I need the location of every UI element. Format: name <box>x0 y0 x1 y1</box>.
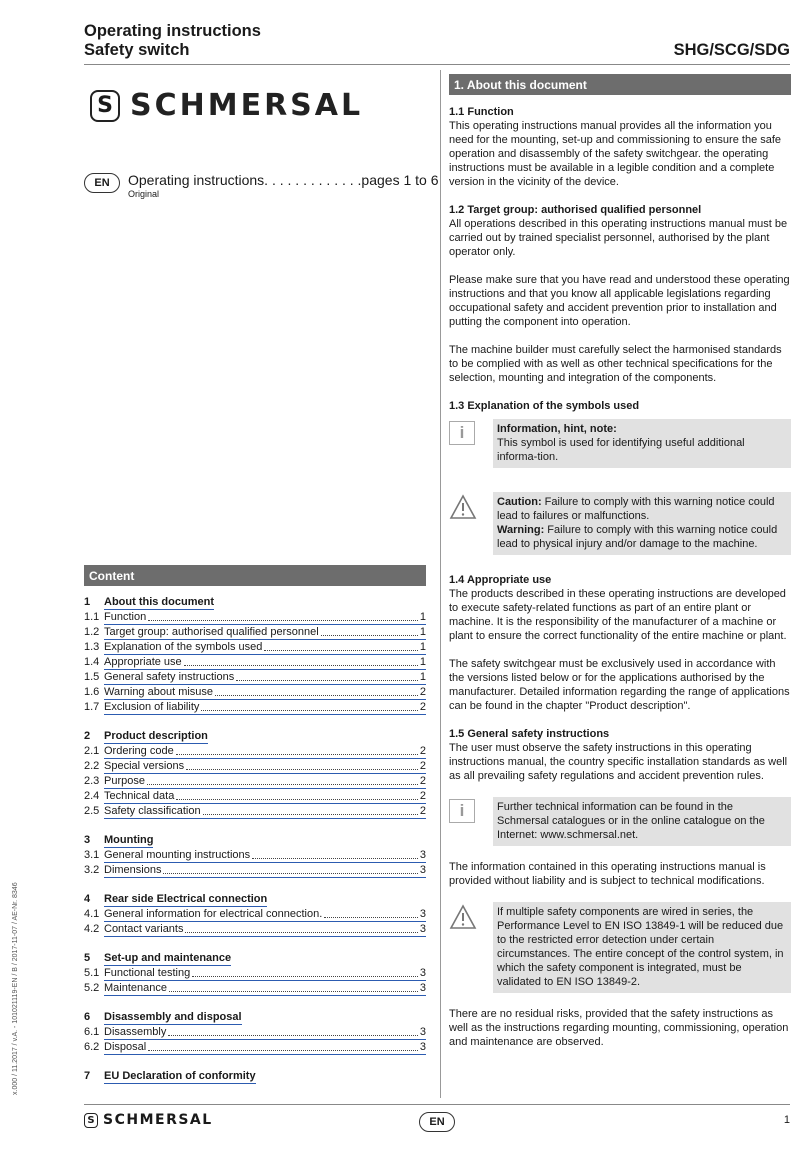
logo-wordmark: SCHMERSAL <box>130 88 364 123</box>
footer-divider <box>84 1104 790 1105</box>
paragraph: The user must observe the safety instructions in this operating instructions manual, the country specific installation standards as well as all prevailing safety regulations and accident prevention rules. <box>449 742 788 782</box>
subheading-symbols: 1.3 Explanation of the symbols used <box>449 400 640 412</box>
intro-original-label: Original <box>128 189 160 199</box>
toc-entry[interactable]: 5.2 Maintenance 3 <box>84 982 426 994</box>
toc-section-heading[interactable]: 5 Set-up and maintenance <box>84 952 232 964</box>
info-icon: i <box>449 799 475 823</box>
column-divider <box>440 70 441 1098</box>
info-notice: i Further technical information can be found in the Schmersal catalogues or in the online catalogue on the Internet: www.schmersal.net. <box>449 797 791 846</box>
paragraph: The products described in these operating instructions are developed to execute safety-related functions as part of an entire plant or machine. It is the responsibility of the manufacturer of a machine or plant to ensure the correct functionality of the entire machine or plant. <box>449 588 787 642</box>
subheading-safety-instructions: 1.5 General safety instructions <box>449 728 610 740</box>
toc-section <box>84 833 426 878</box>
toc-section-heading[interactable]: 7 EU Declaration of conformity <box>84 1070 256 1082</box>
toc-entry[interactable]: 2.2 Special versions 2 <box>84 760 426 772</box>
language-badge: EN <box>84 173 120 193</box>
toc-section <box>84 951 426 996</box>
warning-triangle-icon <box>449 904 477 930</box>
header-divider <box>84 64 790 65</box>
toc-section <box>84 729 426 819</box>
toc-entry[interactable]: 2.1 Ordering code 2 <box>84 745 426 757</box>
toc-entry[interactable]: 1.6 Warning about misuse 2 <box>84 686 426 698</box>
toc-entry[interactable]: 5.1 Functional testing 3 <box>84 967 426 979</box>
document-id-sidebar: x.000 / 11.2017 / v.A. - 101021119-EN / B / 2017-11-07 / AE-Nr. 8346 <box>12 882 19 1095</box>
toc-section-heading[interactable]: 4 Rear side Electrical connection <box>84 893 268 905</box>
toc-section <box>84 1010 426 1055</box>
toc-entry[interactable]: 1.7 Exclusion of liability 2 <box>84 701 426 713</box>
subheading-appropriate-use: 1.4 Appropriate use <box>449 574 552 586</box>
schmersal-logo <box>90 88 363 123</box>
subheading-function: 1.1 Function <box>449 106 514 118</box>
intro-pages-line: Operating instructions. . . . . . . . . . . . .pages 1 to 6 <box>128 172 439 188</box>
paragraph: All operations described in this operating instructions manual must be carried out by trained specialist personnel, authorised by the plant operator only. <box>449 218 788 258</box>
footer-logo <box>84 1112 213 1128</box>
toc-entry[interactable]: 3.2 Dimensions 3 <box>84 864 426 876</box>
paragraph: The safety switchgear must be exclusively used in accordance with the versions listed below or for the applications authorised by the manufacturer. Detailed information regarding the range of applications can be found in the chapter "Product description". <box>449 658 790 712</box>
toc-entry[interactable]: 1.3 Explanation of the symbols used 1 <box>84 641 426 653</box>
toc-entry[interactable]: 1.4 Appropriate use 1 <box>84 656 426 668</box>
toc-section <box>84 892 426 937</box>
warning-triangle-icon <box>449 494 477 520</box>
toc-entry[interactable]: 3.1 General mounting instructions 3 <box>84 849 426 861</box>
about-section-body <box>449 105 791 1063</box>
toc-section-heading[interactable]: 1 About this document <box>84 596 214 608</box>
warning-notice: If multiple safety components are wired in series, the Performance Level to EN ISO 13849-1 will be reduced due to the restricted error detection under certain circumstances. The entire concept of the control system, in which the safety component is integrated, must be validated to EN ISO 13849-2. <box>449 902 791 993</box>
toc-entry[interactable]: 1.1 Function 1 <box>84 611 426 623</box>
logo-mark-icon: S <box>84 1113 98 1128</box>
content-heading: Content <box>84 565 426 586</box>
toc-entry[interactable]: 6.1 Disassembly 3 <box>84 1026 426 1038</box>
info-notice: i Information, hint, note: This symbol is used for identifying useful additional informa-tion. <box>449 419 791 468</box>
toc-entry[interactable]: 1.5 General safety instructions 1 <box>84 671 426 683</box>
paragraph: This operating instructions manual provides all the information you need for the mounting, set-up and commissioning to ensure the safe operation and disassembly of the safety switchgear. the operating instructions must be available in a legible condition and a complete version in the vicinity of the device. <box>449 120 782 188</box>
toc-section <box>84 595 426 715</box>
toc-section-heading[interactable]: 6 Disassembly and disposal <box>84 1011 242 1023</box>
toc-entry[interactable]: 1.2 Target group: authorised qualified personnel 1 <box>84 626 426 638</box>
footer-wordmark: SCHMERSAL <box>103 1112 213 1128</box>
toc-entry[interactable]: 4.2 Contact variants 3 <box>84 923 426 935</box>
section-heading-about: 1. About this document <box>449 74 791 95</box>
subheading-target-group: 1.2 Target group: authorised qualified personnel <box>449 204 702 216</box>
toc-entry[interactable]: 2.5 Safety classification 2 <box>84 805 426 817</box>
paragraph: There are no residual risks, provided that the safety instructions as well as the instructions regarding mounting, commissioning, operation and maintenance are observed. <box>449 1008 789 1048</box>
table-of-contents <box>84 595 426 1098</box>
footer-language-badge: EN <box>419 1112 455 1132</box>
toc-entry[interactable]: 2.4 Technical data 2 <box>84 790 426 802</box>
page-number: 1 <box>783 1114 790 1126</box>
paragraph: Please make sure that you have read and understood these operating instructions and that you know all applicable legislations regarding occupational safety and accident prevention prior to installation and putting the component into operation. <box>449 274 790 328</box>
toc-entry[interactable]: 4.1 General information for electrical connection. 3 <box>84 908 426 920</box>
model-code: SHG/SCG/SDG <box>673 41 790 59</box>
toc-section-heading[interactable]: 3 Mounting <box>84 834 154 846</box>
toc-entry[interactable]: 6.2 Disposal 3 <box>84 1041 426 1053</box>
warning-notice: Caution: Failure to comply with this warning notice could lead to failures or malfunctions. Warning: Failure to comply with this warning notice could lead to physical injury and/or damage to the machine. <box>449 492 791 555</box>
logo-mark-icon: S <box>90 90 120 122</box>
page-title: Operating instructions Safety switch <box>84 22 261 59</box>
toc-entry[interactable]: 2.3 Purpose 2 <box>84 775 426 787</box>
toc-section <box>84 1069 426 1084</box>
toc-section-heading[interactable]: 2 Product description <box>84 730 208 742</box>
info-icon: i <box>449 421 475 445</box>
paragraph: The machine builder must carefully select the harmonised standards to be complied with as well as other technical specifications for the selection, mounting and integration of the components. <box>449 344 782 384</box>
paragraph: The information contained in this operating instructions manual is provided without liability and is subject to technical modifications. <box>449 861 766 887</box>
